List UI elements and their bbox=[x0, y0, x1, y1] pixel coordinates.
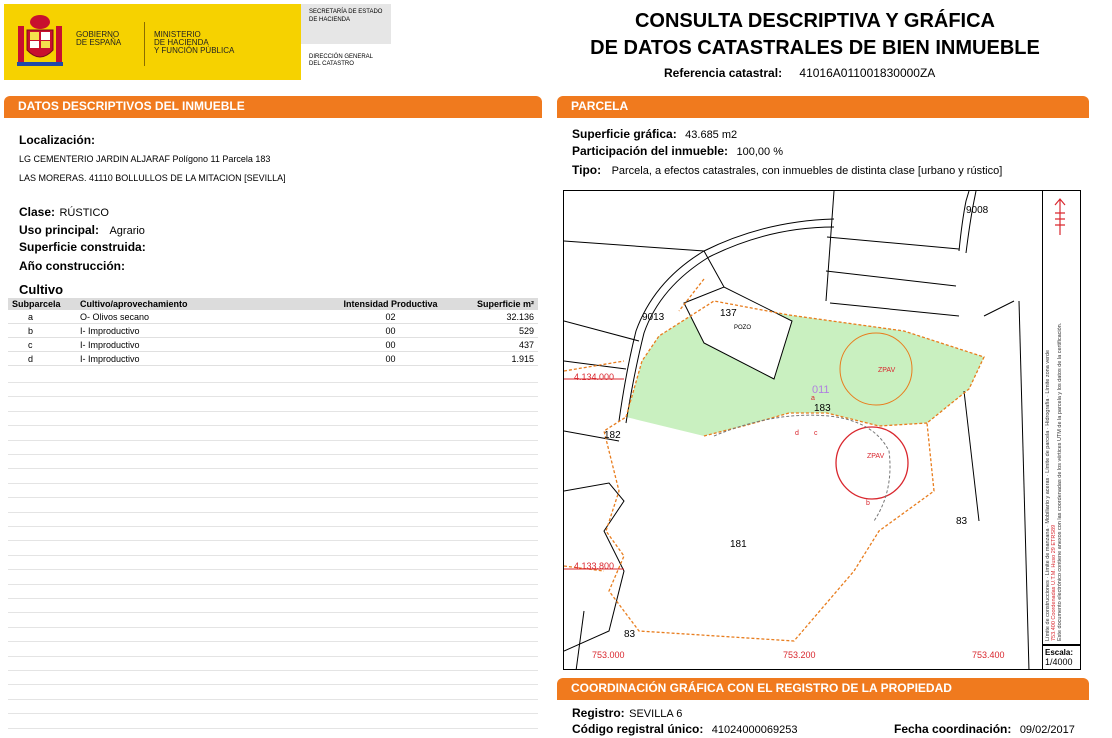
empty-row bbox=[8, 440, 538, 455]
localizacion-line1: LG CEMENTERIO JARDIN ALJARAF Polígono 11 Parcela 183 bbox=[19, 154, 271, 164]
descriptivos-section bbox=[4, 96, 542, 118]
government-logo-block bbox=[4, 4, 301, 80]
empty-row bbox=[8, 584, 538, 599]
label-sub-b: b bbox=[866, 500, 870, 507]
cell-intensidad: 00 bbox=[334, 338, 447, 352]
cell-superficie: 437 bbox=[447, 338, 538, 352]
localizacion-label: Localización: bbox=[19, 133, 96, 147]
legend-note-2: Este documento electrónico contiene anexos con las coordenadas de los vértices UTM de la parcela y los datos de la certificación. bbox=[1057, 322, 1063, 641]
empty-row bbox=[8, 627, 538, 642]
tipo-value: Parcela, a efectos catastrales, con inmuebles de distinta clase [urbano y rústico] bbox=[611, 165, 1003, 177]
legend-rotated: Límite de construcciones · Límite de manzana · Mobiliario y aceras · Límite de parcela · Hidrografía · Límite zona verde 753.400 Coordenadas U.T.M. Huso 29 ETRS89 Este documento electrónico contiene anexos con las coordenadas de los vértices UTM de la parcela y los datos de la certificación. bbox=[1045, 241, 1079, 641]
table-row bbox=[8, 338, 538, 352]
col-intensidad: Intensidad Productiva bbox=[334, 298, 447, 310]
uso-value: Agrario bbox=[109, 225, 145, 237]
coord-y-4134000: 4.134.000 bbox=[574, 372, 615, 382]
ministry-line2: DE HACIENDA bbox=[154, 38, 209, 47]
fecha-label: Fecha coordinación: bbox=[894, 722, 1012, 736]
cell-superficie: 1.915 bbox=[447, 352, 538, 366]
scale-label: Escala: bbox=[1045, 648, 1074, 657]
coat-of-arms-icon bbox=[14, 12, 66, 72]
legend-item-2: Hidrografía bbox=[1045, 398, 1051, 426]
clase-value: RÚSTICO bbox=[59, 207, 109, 219]
empty-row bbox=[8, 670, 538, 685]
cell-superficie: 32.136 bbox=[447, 310, 538, 324]
coord-x-753200: 753.200 bbox=[783, 650, 816, 660]
empty-row bbox=[8, 426, 538, 441]
cell-intensidad: 00 bbox=[334, 324, 447, 338]
title-line1: CONSULTA DESCRIPTIVA Y GRÁFICA bbox=[634, 10, 996, 32]
cell-sub: a bbox=[8, 310, 76, 324]
empty-row bbox=[8, 656, 538, 671]
map-legend bbox=[1043, 190, 1081, 645]
label-183: 183 bbox=[814, 403, 831, 414]
table-row bbox=[8, 310, 538, 324]
cell-intensidad: 00 bbox=[334, 352, 447, 366]
tipo-row bbox=[572, 161, 1002, 179]
localizacion-line2: LAS MORERAS. 41110 BOLLULLOS DE LA MITACION [SEVILLA] bbox=[19, 173, 286, 183]
empty-row bbox=[8, 411, 538, 426]
anio-label: Año construcción: bbox=[19, 259, 126, 273]
codigo-value: 41024000069253 bbox=[711, 724, 798, 736]
direccion-line1: DIRECCIÓN GENERAL bbox=[309, 54, 374, 60]
clase-row bbox=[19, 203, 109, 221]
label-9008: 9008 bbox=[966, 205, 989, 216]
uso-row bbox=[19, 221, 145, 239]
label-182: 182 bbox=[604, 430, 621, 441]
cell-sub: d bbox=[8, 352, 76, 366]
col-subparcela: Subparcela bbox=[8, 298, 76, 310]
col-cultivo: Cultivo/aprovechamiento bbox=[76, 298, 334, 310]
empty-row bbox=[8, 397, 538, 412]
scale-value: 1/4000 bbox=[1045, 657, 1073, 667]
scale-box bbox=[1043, 645, 1081, 670]
label-83-south: 83 bbox=[624, 629, 636, 640]
cultivo-table bbox=[8, 298, 538, 366]
parcela-rule bbox=[557, 116, 1089, 118]
table-row bbox=[8, 352, 538, 366]
map-drawing bbox=[564, 191, 1043, 670]
clase-label: Clase: bbox=[19, 205, 56, 219]
coordinacion-bar bbox=[557, 678, 1089, 698]
north-arrow-icon bbox=[1047, 197, 1073, 237]
parcela-bar: PARCELA bbox=[557, 96, 1089, 116]
legend-item-3: Límite zona verde bbox=[1045, 349, 1051, 394]
direccion-block bbox=[309, 54, 389, 68]
empty-row bbox=[8, 555, 538, 570]
sup-label: Superficie gráfica: bbox=[572, 127, 677, 141]
coordinacion-section bbox=[557, 678, 1089, 700]
cell-sub: b bbox=[8, 324, 76, 338]
descriptivos-bar-title-a: DATOS DESCRIPTIVOS DEL bbox=[18, 99, 183, 113]
cell-sub: c bbox=[8, 338, 76, 352]
col-superficie: Superficie m² bbox=[447, 298, 538, 310]
empty-row bbox=[8, 642, 538, 657]
part-value: 100,00 % bbox=[736, 146, 783, 158]
empty-row bbox=[8, 469, 538, 484]
empty-row bbox=[8, 526, 538, 541]
part-label: Participación del inmueble: bbox=[572, 144, 729, 158]
cell-cultivo: I- Improductivo bbox=[76, 352, 334, 366]
sup-value: 43.685 m2 bbox=[685, 129, 738, 141]
cell-cultivo: I- Improductivo bbox=[76, 324, 334, 338]
legend-item-6: Límite de construcciones bbox=[1045, 580, 1051, 641]
legend-item-4: Mobiliario y aceras bbox=[1045, 477, 1051, 524]
cultivo-label: Cultivo bbox=[19, 282, 64, 297]
cell-cultivo: O- Olivos secano bbox=[76, 310, 334, 324]
empty-row bbox=[8, 454, 538, 469]
codigo-label: Código registral único: bbox=[572, 722, 704, 736]
coordinacion-rule bbox=[557, 698, 1089, 700]
empty-row bbox=[8, 598, 538, 613]
legend-item-1: Límite de parcela bbox=[1045, 430, 1051, 473]
descriptivos-bar-title-b: INMUEBLE bbox=[182, 99, 245, 113]
label-sub-a: a bbox=[811, 395, 815, 402]
table-row bbox=[8, 324, 538, 338]
empty-row bbox=[8, 498, 538, 513]
cell-superficie: 529 bbox=[447, 324, 538, 338]
label-9013: 9013 bbox=[642, 312, 665, 323]
empty-row bbox=[8, 512, 538, 527]
label-zpav-1: ZPAV bbox=[878, 367, 896, 374]
label-83-east: 83 bbox=[956, 516, 968, 527]
empty-row bbox=[8, 613, 538, 628]
legend-item-5: Límite de manzana bbox=[1045, 528, 1051, 576]
empty-row bbox=[8, 714, 538, 729]
secretaria-line2: DE HACIENDA bbox=[309, 17, 351, 23]
direccion-line2: DEL CATASTRO bbox=[309, 61, 354, 67]
secretaria-block bbox=[301, 4, 391, 44]
empty-row bbox=[8, 368, 538, 383]
empty-row bbox=[8, 699, 538, 714]
coord-y-4133800: 4.133.800 bbox=[574, 561, 615, 571]
ministry-line1: MINISTERIO bbox=[154, 30, 201, 39]
coord-x-753400: 753.400 bbox=[972, 650, 1005, 660]
label-sub-c: c bbox=[814, 430, 818, 437]
coordinacion-bar-title-b: GRÁFICA CON EL REGISTRO DE LA PROPIEDAD bbox=[669, 681, 952, 695]
legend-note-1: 753.400 Coordenadas U.T.M. Huso 29 ETRS89 bbox=[1051, 524, 1057, 641]
uso-label: Uso principal: bbox=[19, 223, 100, 237]
participacion-row bbox=[572, 142, 783, 160]
tipo-label: Tipo: bbox=[572, 163, 602, 177]
referencia-catastral bbox=[664, 66, 935, 80]
label-137: 137 bbox=[720, 308, 737, 319]
label-pozo: POZO bbox=[734, 325, 752, 331]
empty-row bbox=[8, 570, 538, 585]
gov-line1: GOBIERNO bbox=[76, 30, 120, 39]
cultivo-header-row bbox=[8, 298, 538, 310]
ministry-line3: Y FUNCIÓN PÚBLICA bbox=[154, 46, 235, 55]
ref-value: 41016A011001830000ZA bbox=[799, 66, 936, 80]
empty-row bbox=[8, 685, 538, 700]
label-011: 011 bbox=[812, 384, 830, 396]
descriptivos-rule bbox=[4, 116, 542, 118]
empty-row bbox=[8, 382, 538, 397]
registro-label: Registro: bbox=[572, 706, 625, 720]
codigo-row bbox=[572, 720, 797, 738]
cell-intensidad: 02 bbox=[334, 310, 447, 324]
cell-cultivo: I- Improductivo bbox=[76, 338, 334, 352]
registro-value: SEVILLA 6 bbox=[629, 708, 683, 720]
label-181: 181 bbox=[730, 539, 747, 550]
title-line2: DE DATOS CATASTRALES DE BIEN INMUEBLE bbox=[590, 37, 1040, 59]
label-sub-d: d bbox=[795, 430, 799, 437]
empty-row bbox=[8, 483, 538, 498]
coordinacion-bar-title-a: COORDINACIÓN bbox=[571, 681, 670, 695]
fecha-value: 09/02/2017 bbox=[1019, 724, 1075, 736]
superficie-label: Superficie construida: bbox=[19, 240, 146, 254]
coord-x-753000: 753.000 bbox=[592, 650, 625, 660]
cadastral-map bbox=[563, 190, 1043, 670]
fecha-row bbox=[894, 720, 1075, 738]
descriptivos-bar bbox=[4, 96, 542, 116]
gov-line2: DE ESPAÑA bbox=[76, 38, 122, 47]
superficie-grafica-row bbox=[572, 125, 737, 143]
label-zpav-2: ZPAV bbox=[867, 453, 885, 460]
ref-label: Referencia catastral: bbox=[664, 66, 783, 80]
empty-row bbox=[8, 541, 538, 556]
page-title bbox=[560, 8, 1070, 62]
parcela-section bbox=[557, 96, 1089, 118]
secretaria-line1: SECRETARÍA DE ESTADO bbox=[309, 9, 383, 15]
